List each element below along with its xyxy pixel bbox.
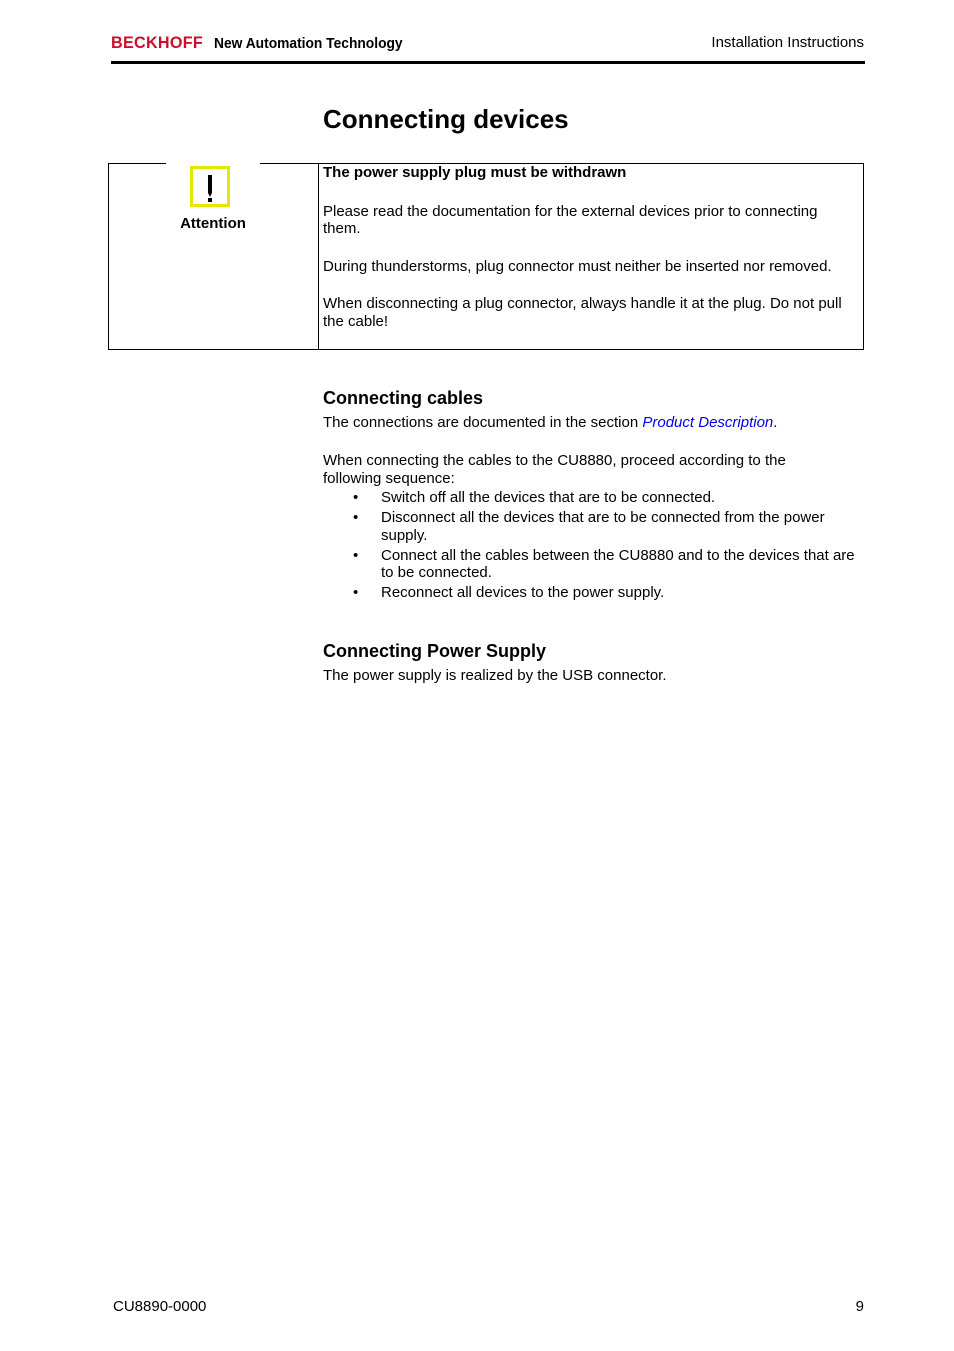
brand-logo — [111, 33, 419, 53]
footer-doc-id: CU8890-0000 — [113, 1298, 207, 1315]
attention-paragraph: During thunderstorms, plug connector must neither be inserted nor removed. — [323, 257, 832, 275]
cables-intro — [323, 414, 863, 432]
page-title: Connecting devices — [323, 104, 569, 134]
cables-intro-suffix: . — [773, 414, 778, 431]
attention-label: Attention — [180, 215, 246, 232]
attention-paragraph: When disconnecting a plug connector, always handle it at the plug. Do not pull the cable! — [323, 295, 842, 330]
power-heading: Connecting Power Supply — [323, 641, 547, 661]
list-item: • Switch off all the devices that are to be connected. — [353, 489, 716, 506]
attention-box-gap — [166, 161, 260, 165]
list-item: • Disconnect all the devices that are to be connected from the power supply. — [353, 509, 825, 544]
footer-page-number: 9 — [855, 1298, 864, 1315]
brand-name: BECKHOFF — [111, 33, 204, 52]
cables-intro-text: The connections are documented in the section — [323, 414, 643, 431]
list-item: • Reconnect all devices to the power supply. — [353, 584, 665, 601]
header-section-title: Installation Instructions — [711, 34, 864, 51]
brand-tagline: New Automation Technology — [213, 35, 403, 52]
cables-steps-list — [353, 489, 863, 604]
warning-exclamation-icon — [190, 166, 230, 207]
power-text: The power supply is realized by the USB connector. — [323, 667, 667, 684]
product-description-link[interactable]: Product Description — [642, 414, 774, 431]
attention-heading: The power supply plug must be withdrawn — [323, 164, 627, 181]
cables-heading: Connecting cables — [323, 388, 484, 408]
cables-sequence-intro: When connecting the cables to the CU8880, proceed according to the following sequence: — [323, 452, 786, 487]
attention-paragraph: Please read the documentation for the external devices prior to connecting them. — [323, 202, 818, 237]
header-rule — [111, 61, 865, 64]
attention-divider — [318, 163, 319, 350]
attention-content — [323, 164, 858, 330]
list-item: • Connect all the cables between the CU8880 and to the devices that are to be connected. — [353, 546, 855, 581]
